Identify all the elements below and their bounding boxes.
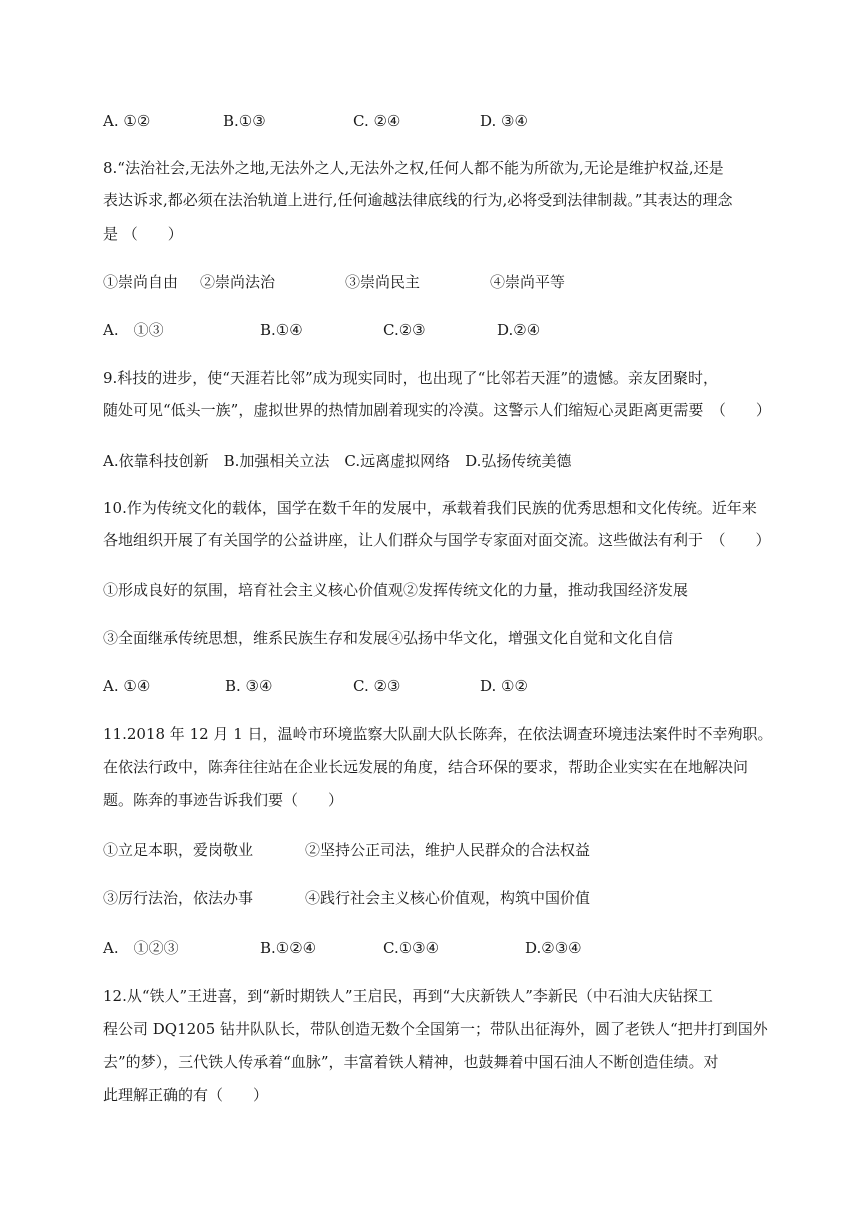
q10-option-a: A. ①④ bbox=[103, 677, 151, 695]
q11-option-c: C.①③④ bbox=[383, 939, 440, 957]
q10-items-line-2: ③全面继承传统思想，维系民族生存和发展④弘扬中华文化，增强文化自觉和文化自信 bbox=[103, 629, 674, 647]
q12-stem-line-2: 程公司 DQ1205 钻井队队长，带队创造无数个全国第一；带队出征海外，圆了老铁人“把井打到国外 bbox=[103, 1020, 768, 1038]
q10-option-c: C. ②③ bbox=[353, 677, 401, 695]
q10-items-line-1: ①形成良好的氛围，培育社会主义核心价值观②发挥传统文化的力量，推动我国经济发展 bbox=[103, 581, 689, 599]
q11-stem-line-1: 11.2018 年 12 月 1 日，温岭市环境监察大队副大队长陈奔，在依法调查环境违法案件时不幸殉职。 bbox=[103, 725, 773, 743]
q11-option-a: A. ①②③ bbox=[103, 939, 179, 957]
q11-stem-line-2: 在依法行政中，陈奔往往站在企业长远发展的角度，结合环保的要求，帮助企业实实在在地解决问 bbox=[103, 758, 749, 776]
q11-item-2: ②坚持公正司法，维护人民群众的合法权益 bbox=[305, 841, 591, 859]
q11-option-d: D.②③④ bbox=[525, 939, 582, 957]
q11-item-4: ④践行社会主义核心价值观，构筑中国价值 bbox=[305, 889, 591, 907]
q8-option-d: D.②④ bbox=[497, 321, 541, 339]
q9-stem-line-1: 9.科技的进步，使“天涯若比邻”成为现实同时，也出现了“比邻若天涯”的遗憾。亲友团聚时， bbox=[103, 369, 718, 387]
q11-item-1: ①立足本职，爱岗敬业 bbox=[103, 841, 254, 859]
q10-option-b: B. ③④ bbox=[225, 677, 273, 695]
q12-stem-line-1: 12.从“铁人”王进喜，到“新时期铁人”王启民，再到“大庆新铁人”李新民（中石油大庆钻探工 bbox=[103, 987, 713, 1005]
q10-stem-line-1: 10.作为传统文化的载体，国学在数千年的发展中，承载着我们民族的优秀思想和文化传统。近年来 bbox=[103, 499, 757, 517]
q10-stem-line-2: 各地组织开展了有关国学的公益讲座，让人们群众与国学专家面对面交流。这些做法有利于 （ ） bbox=[103, 531, 771, 549]
q8-stem-line-3: 是 （ ） bbox=[103, 225, 183, 243]
q8-option-a: A. ①③ bbox=[103, 321, 164, 339]
q8-item-2: ②崇尚法治 bbox=[200, 273, 276, 291]
q11-stem-line-3: 题。陈奔的事迹告诉我们要（ ） bbox=[103, 791, 344, 809]
q8-option-b: B.①④ bbox=[260, 321, 303, 339]
q7-option-b: B.①③ bbox=[223, 112, 266, 130]
q7-option-d: D. ③④ bbox=[480, 112, 528, 130]
q8-item-4: ④崇尚平等 bbox=[490, 273, 566, 291]
q12-stem-line-3: 去”的梦），三代铁人传承着“血脉”，丰富着铁人精神，也鼓舞着中国石油人不断创造佳绩。对 bbox=[103, 1053, 719, 1071]
q8-stem-line-1: 8.“法治社会,无法外之地,无法外之人,无法外之权,任何人都不能为所欲为,无论是维护权益,还是 bbox=[103, 159, 724, 177]
q9-stem-line-2: 随处可见“低头一族”，虚拟世界的热情加剧着现实的冷漠。这警示人们缩短心灵距离更需要 （ ） bbox=[103, 401, 771, 419]
q10-option-d: D. ①② bbox=[480, 677, 528, 695]
q12-stem-line-4: 此理解正确的有（ ） bbox=[103, 1086, 269, 1104]
q8-option-c: C.②③ bbox=[383, 321, 426, 339]
q9-options: A.依靠科技创新 B.加强相关立法 C.远离虚拟网络 D.弘扬传统美德 bbox=[103, 452, 572, 470]
q7-option-a: A. ①② bbox=[103, 112, 151, 130]
q8-stem-line-2: 表达诉求,都必须在法治轨道上进行,任何逾越法律底线的行为,必将受到法律制裁。”其表达的理念 bbox=[103, 191, 733, 209]
q7-option-c: C. ②④ bbox=[353, 112, 401, 130]
q11-option-b: B.①②④ bbox=[260, 939, 317, 957]
q8-item-3: ③崇尚民主 bbox=[345, 273, 421, 291]
q8-item-1: ①崇尚自由 bbox=[103, 273, 179, 291]
q11-item-3: ③厉行法治，依法办事 bbox=[103, 889, 254, 907]
